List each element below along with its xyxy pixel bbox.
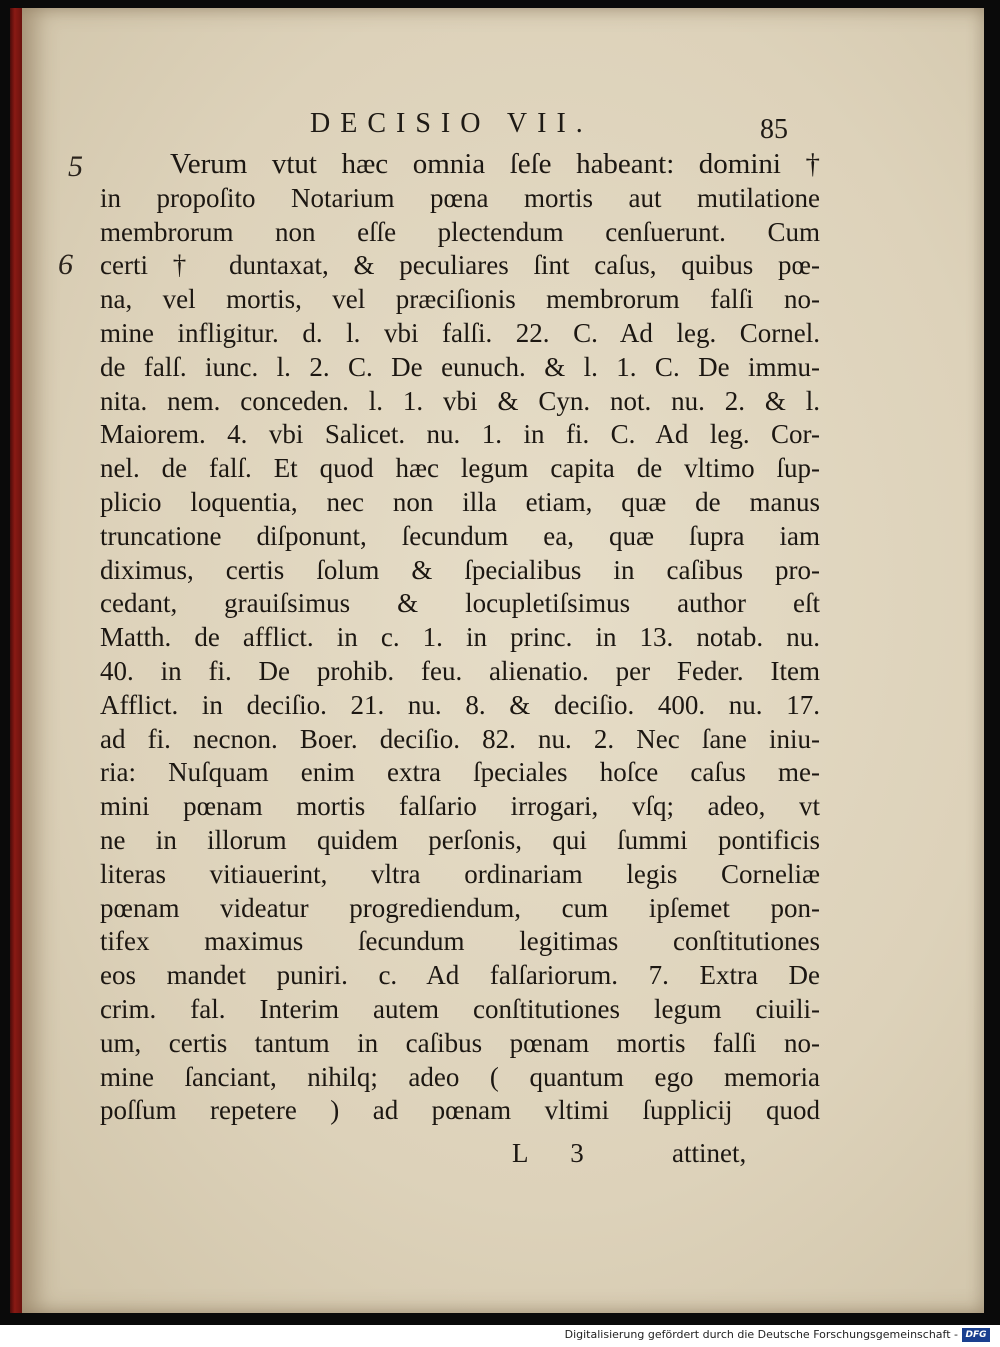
dfg-logo: DFG xyxy=(962,1328,990,1342)
text-line: Maiorem. 4. vbi Salicet. nu. 1. in fi. C. Ad leg. Cor- xyxy=(100,419,820,450)
page-number: 85 xyxy=(760,114,788,145)
marginal-number-5: 5 xyxy=(68,150,83,183)
funding-credit: Digitalisierung gefördert durch die Deutsche Forschungsgemeinschaft - xyxy=(564,1328,958,1341)
signature-mark: L 3 xyxy=(512,1138,602,1168)
text-line: nel. de falſ. Et quod hæc legum capita de vltimo ſup- xyxy=(100,453,820,484)
catch-line xyxy=(22,1138,984,1174)
text-line: de falſ. iunc. l. 2. C. De eunuch. & l. 1. C. De immu- xyxy=(100,351,820,382)
text-line: pœnam videatur progrediendum, cum ipſemet pon- xyxy=(100,892,820,923)
digitization-footer xyxy=(0,1325,1000,1347)
marginal-number-6: 6 xyxy=(58,248,73,281)
text-line: um, certis tantum in caſibus pœnam mortis falſi no- xyxy=(100,1027,820,1058)
text-line: ad fi. necnon. Boer. deciſio. 82. nu. 2. Nec ſane iniu- xyxy=(100,723,820,754)
text-line: nita. nem. conceden. l. 1. vbi & Cyn. not. nu. 2. & l. xyxy=(100,385,820,416)
text-line: mine ſanciant, nihilq; adeo ( quantum ego memoria xyxy=(100,1061,820,1092)
text-line: poſſum repetere ) ad pœnam vltimi ſupplicij quod xyxy=(100,1095,820,1126)
text-line: na, vel mortis, vel præciſionis membrorum falſi no- xyxy=(100,284,820,315)
text-line: plicio loquentia, nec non illa etiam, quæ de manus xyxy=(100,486,820,517)
text-line: eos mandet puniri. c. Ad falſariorum. 7. Extra De xyxy=(100,960,820,991)
text-line: ne in illorum quidem perſonis, qui ſummi pontificis xyxy=(100,824,820,855)
running-head xyxy=(22,100,984,150)
book-edge xyxy=(10,8,22,1313)
text-line: mine infligitur. d. l. vbi falſi. 22. C. Ad leg. Cornel. xyxy=(100,317,820,348)
text-line: diximus, certis ſolum & ſpecialibus in caſibus pro- xyxy=(100,554,820,585)
text-line: truncatione diſponunt, ſecundum ea, quæ ſupra iam xyxy=(100,520,820,551)
text-line: 40. in fi. De prohib. feu. alienatio. per Feder. Item xyxy=(100,655,820,686)
body-text xyxy=(100,148,820,1128)
text-line: literas vitiauerint, vltra ordinariam legis Corneliæ xyxy=(100,858,820,889)
text-line: membrorum non eſſe plectendum cenſuerunt. Cum xyxy=(100,216,820,247)
text-line: mini pœnam mortis falſario irrogari, vſq; adeo, vt xyxy=(100,791,820,822)
catchword: attinet, xyxy=(672,1138,747,1168)
book-page xyxy=(22,8,984,1313)
text-line: Afflict. in deciſio. 21. nu. 8. & deciſio. 400. nu. 17. xyxy=(100,689,820,720)
text-line: cedant, grauiſsimus & locupletiſsimus author eſt xyxy=(100,588,820,619)
text-line: Verum vtut hæc omnia ſeſe habeant: domini † xyxy=(170,148,820,180)
text-line: ria: Nuſquam enim extra ſpeciales hoſce caſus me- xyxy=(100,757,820,788)
running-head-title: DECISIO VII. xyxy=(310,108,593,139)
text-line: tifex maximus ſecundum legitimas conſtitutiones xyxy=(100,926,820,957)
text-line: in propoſito Notarium pœna mortis aut mutilatione xyxy=(100,182,820,213)
text-line: certi † duntaxat, & peculiares ſint caſus, quibus pœ- xyxy=(100,250,820,281)
text-line: Matth. de afflict. in c. 1. in princ. in 13. notab. nu. xyxy=(100,622,820,653)
text-line: crim. fal. Interim autem conſtitutiones legum ciuili- xyxy=(100,993,820,1024)
